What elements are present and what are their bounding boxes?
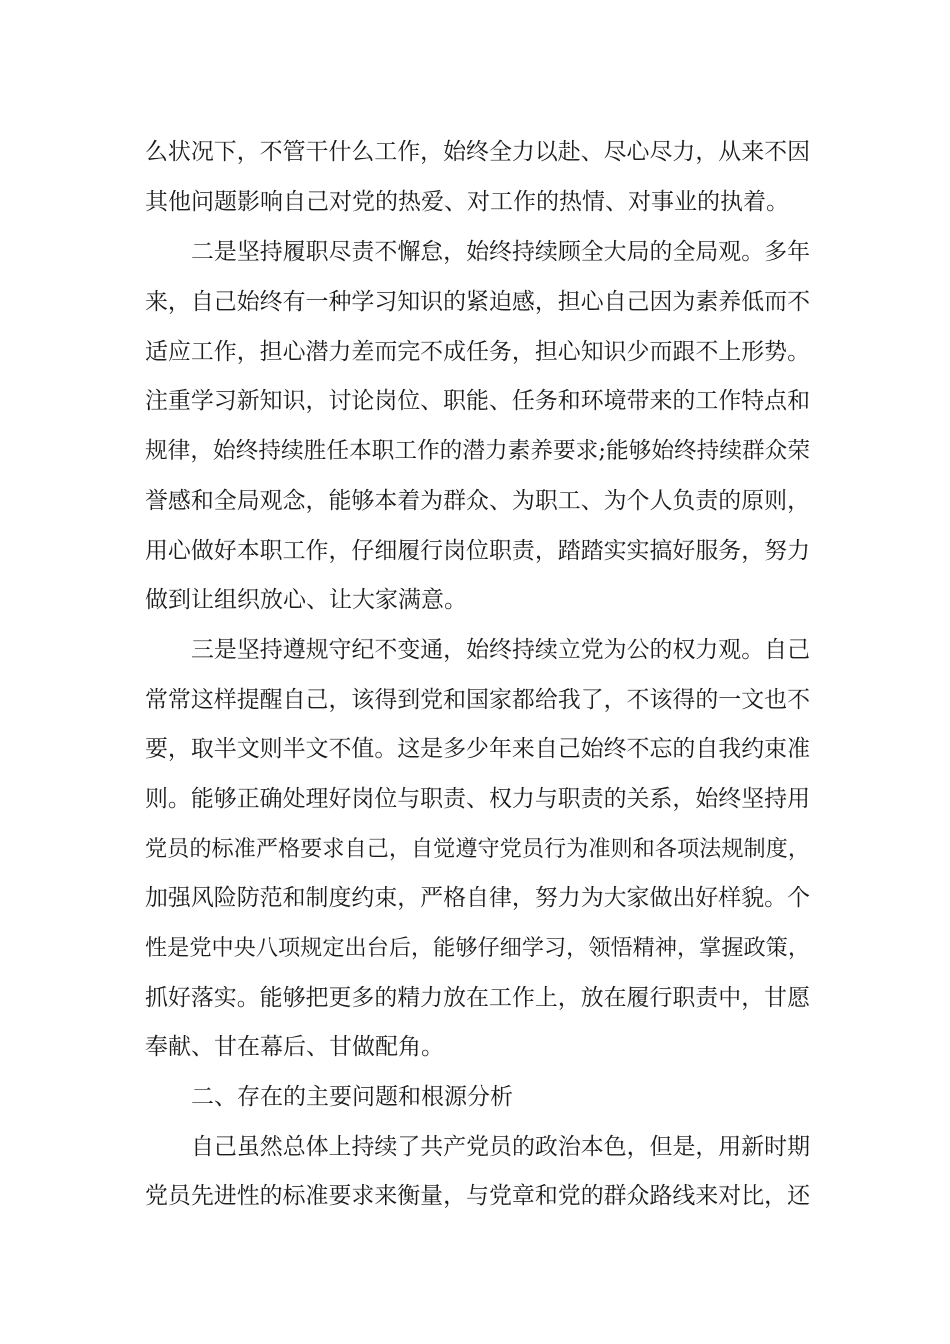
text-line: 誉感和全局观念，能够本着为群众、为职工、为个人负责的原则，	[145, 488, 810, 514]
text-line: 抓好落实。能够把更多的精力放在工作上，放在履行职责中，甘愿	[145, 985, 810, 1011]
text-line: 做到让组织放心、让大家满意。	[145, 587, 467, 613]
text-line: 奉献、甘在幕后、甘做配角。	[145, 1034, 444, 1060]
text-line: 其他问题影响自己对党的热爱、对工作的热情、对事业的执着。	[145, 189, 789, 215]
text-line: 党员先进性的标准要求来衡量，与党章和党的群众路线来对比，还	[145, 1183, 810, 1209]
text-line: 么状况下，不管干什么工作，始终全力以赴、尽心尽力，从来不因	[145, 139, 810, 165]
text-line: 自己虽然总体上持续了共产党员的政治本色，但是，用新时期	[191, 1134, 810, 1160]
text-line: 注重学习新知识，讨论岗位、职能、任务和环境带来的工作特点和	[145, 388, 810, 414]
text-line: 适应工作，担心潜力差而完不成任务，担心知识少而跟不上形势。	[145, 339, 810, 365]
text-line: 常常这样提醒自己，该得到党和国家都给我了，不该得的一文也不	[145, 687, 810, 713]
text-line: 用心做好本职工作，仔细履行岗位职责，踏踏实实搞好服务，努力	[145, 538, 810, 564]
text-line: 则。能够正确处理好岗位与职责、权力与职责的关系，始终坚持用	[145, 786, 810, 812]
text-line: 规律，始终持续胜任本职工作的潜力素养要求;能够始终持续群众荣	[145, 438, 810, 464]
text-line: 三是坚持遵规守纪不变通，始终持续立党为公的权力观。自己	[191, 637, 810, 663]
text-line: 性是党中央八项规定出台后，能够仔细学习，领悟精神，掌握政策，	[145, 935, 810, 961]
text-line: 来，自己始终有一种学习知识的紧迫感，担心自己因为素养低而不	[145, 289, 810, 315]
text-line: 党员的标准严格要求自己，自觉遵守党员行为准则和各项法规制度，	[145, 836, 810, 862]
text-line: 加强风险防范和制度约束，严格自律，努力为大家做出好样貌。个	[145, 885, 810, 911]
text-line: 二是坚持履职尽责不懈怠，始终持续顾全大局的全局观。多年	[191, 239, 810, 265]
text-line: 要，取半文则半文不值。这是多少年来自己始终不忘的自我约束准	[145, 736, 810, 762]
section-heading: 二、存在的主要问题和根源分析	[191, 1084, 513, 1110]
